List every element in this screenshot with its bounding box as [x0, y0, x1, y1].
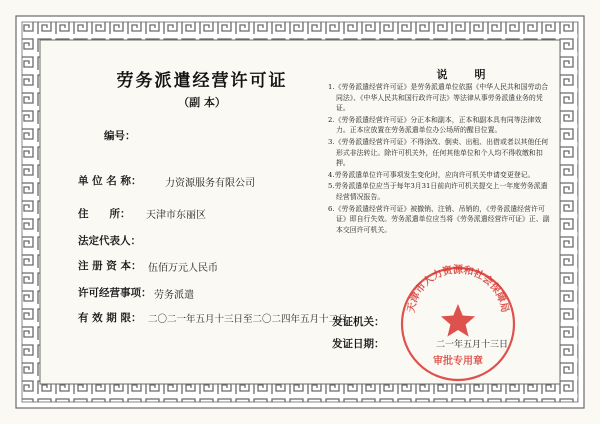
- seal-text: 天津市人力资源和社会保障局: [406, 264, 510, 314]
- document-body: [42, 42, 558, 382]
- note-item: 5.劳务派遣单位应当于每年3月31日前向许可机关提交上一年度劳务派遣经营情况报告。: [328, 182, 548, 201]
- note-item: 3.《劳务派遣经营许可证》不得涂改、倒卖、出租、出借或者以其他任何形式非法转让。除许可机关外，任何其他单位和个人均不得收缴和扣押。: [328, 137, 549, 168]
- capital-label: 注 册 资 本：: [78, 260, 142, 272]
- note-item: 6.《劳务派遣经营许可证》被撤销、注销、吊销的，《劳务派遣经营许可证》即自行失效。劳务派遣单位应当将《劳务派遣经营许可证》正、副本交回许可机关。: [328, 204, 550, 234]
- notes-title: 说 明: [436, 68, 494, 81]
- validity-label: 有 效 期 限：: [78, 312, 142, 324]
- address-value: 天津市东丽区: [146, 210, 206, 221]
- issuing-authority-label: 发证机关：: [332, 316, 385, 328]
- unit-name-value: 力资源服务有限公司: [165, 178, 255, 189]
- note-item: 2.《劳务派遣经营许可证》分正本和副本，正本和副本具有同等法律效力。正本应放置在劳务派遣单位办公场所的醒目位置。: [328, 115, 542, 135]
- notes-list: [328, 82, 552, 236]
- document-title: 劳务派遣经营许可证: [116, 71, 288, 91]
- note-item: 1.《劳务派遣经营许可证》是劳务派遣单位依据《中华人民共和国劳动合同法》、《中华人民共和国行政许可法》等法律从事劳务派遣业务的凭证。: [328, 83, 549, 113]
- seal-star-icon: [441, 304, 475, 337]
- unit-name-label: 单 位 名 称：: [78, 175, 142, 187]
- validity-value: 二〇二一年五月十三日至二〇二四年五月十二日: [148, 314, 348, 325]
- number-label: 编号：: [104, 130, 136, 142]
- license-items-label: 许可经营事项：: [78, 287, 152, 299]
- document-subtitle: （副 本）: [178, 96, 226, 109]
- seal-bottom-text: 审批专用章: [433, 356, 483, 367]
- issue-date-label: 发证日期：: [332, 338, 385, 350]
- address-label: 住 所：: [78, 208, 131, 220]
- official-seal: [398, 264, 518, 384]
- capital-value: 伍佰万元人民币: [148, 263, 218, 274]
- legal-rep-label: 法定代表人：: [78, 235, 141, 247]
- issue-date-value: 二一年五月十三日: [436, 340, 509, 350]
- license-items-value: 劳务派遣: [154, 290, 194, 301]
- note-item: 4.劳务派遣单位许可事项发生变化时，应向许可机关申请变更登记。: [328, 170, 535, 179]
